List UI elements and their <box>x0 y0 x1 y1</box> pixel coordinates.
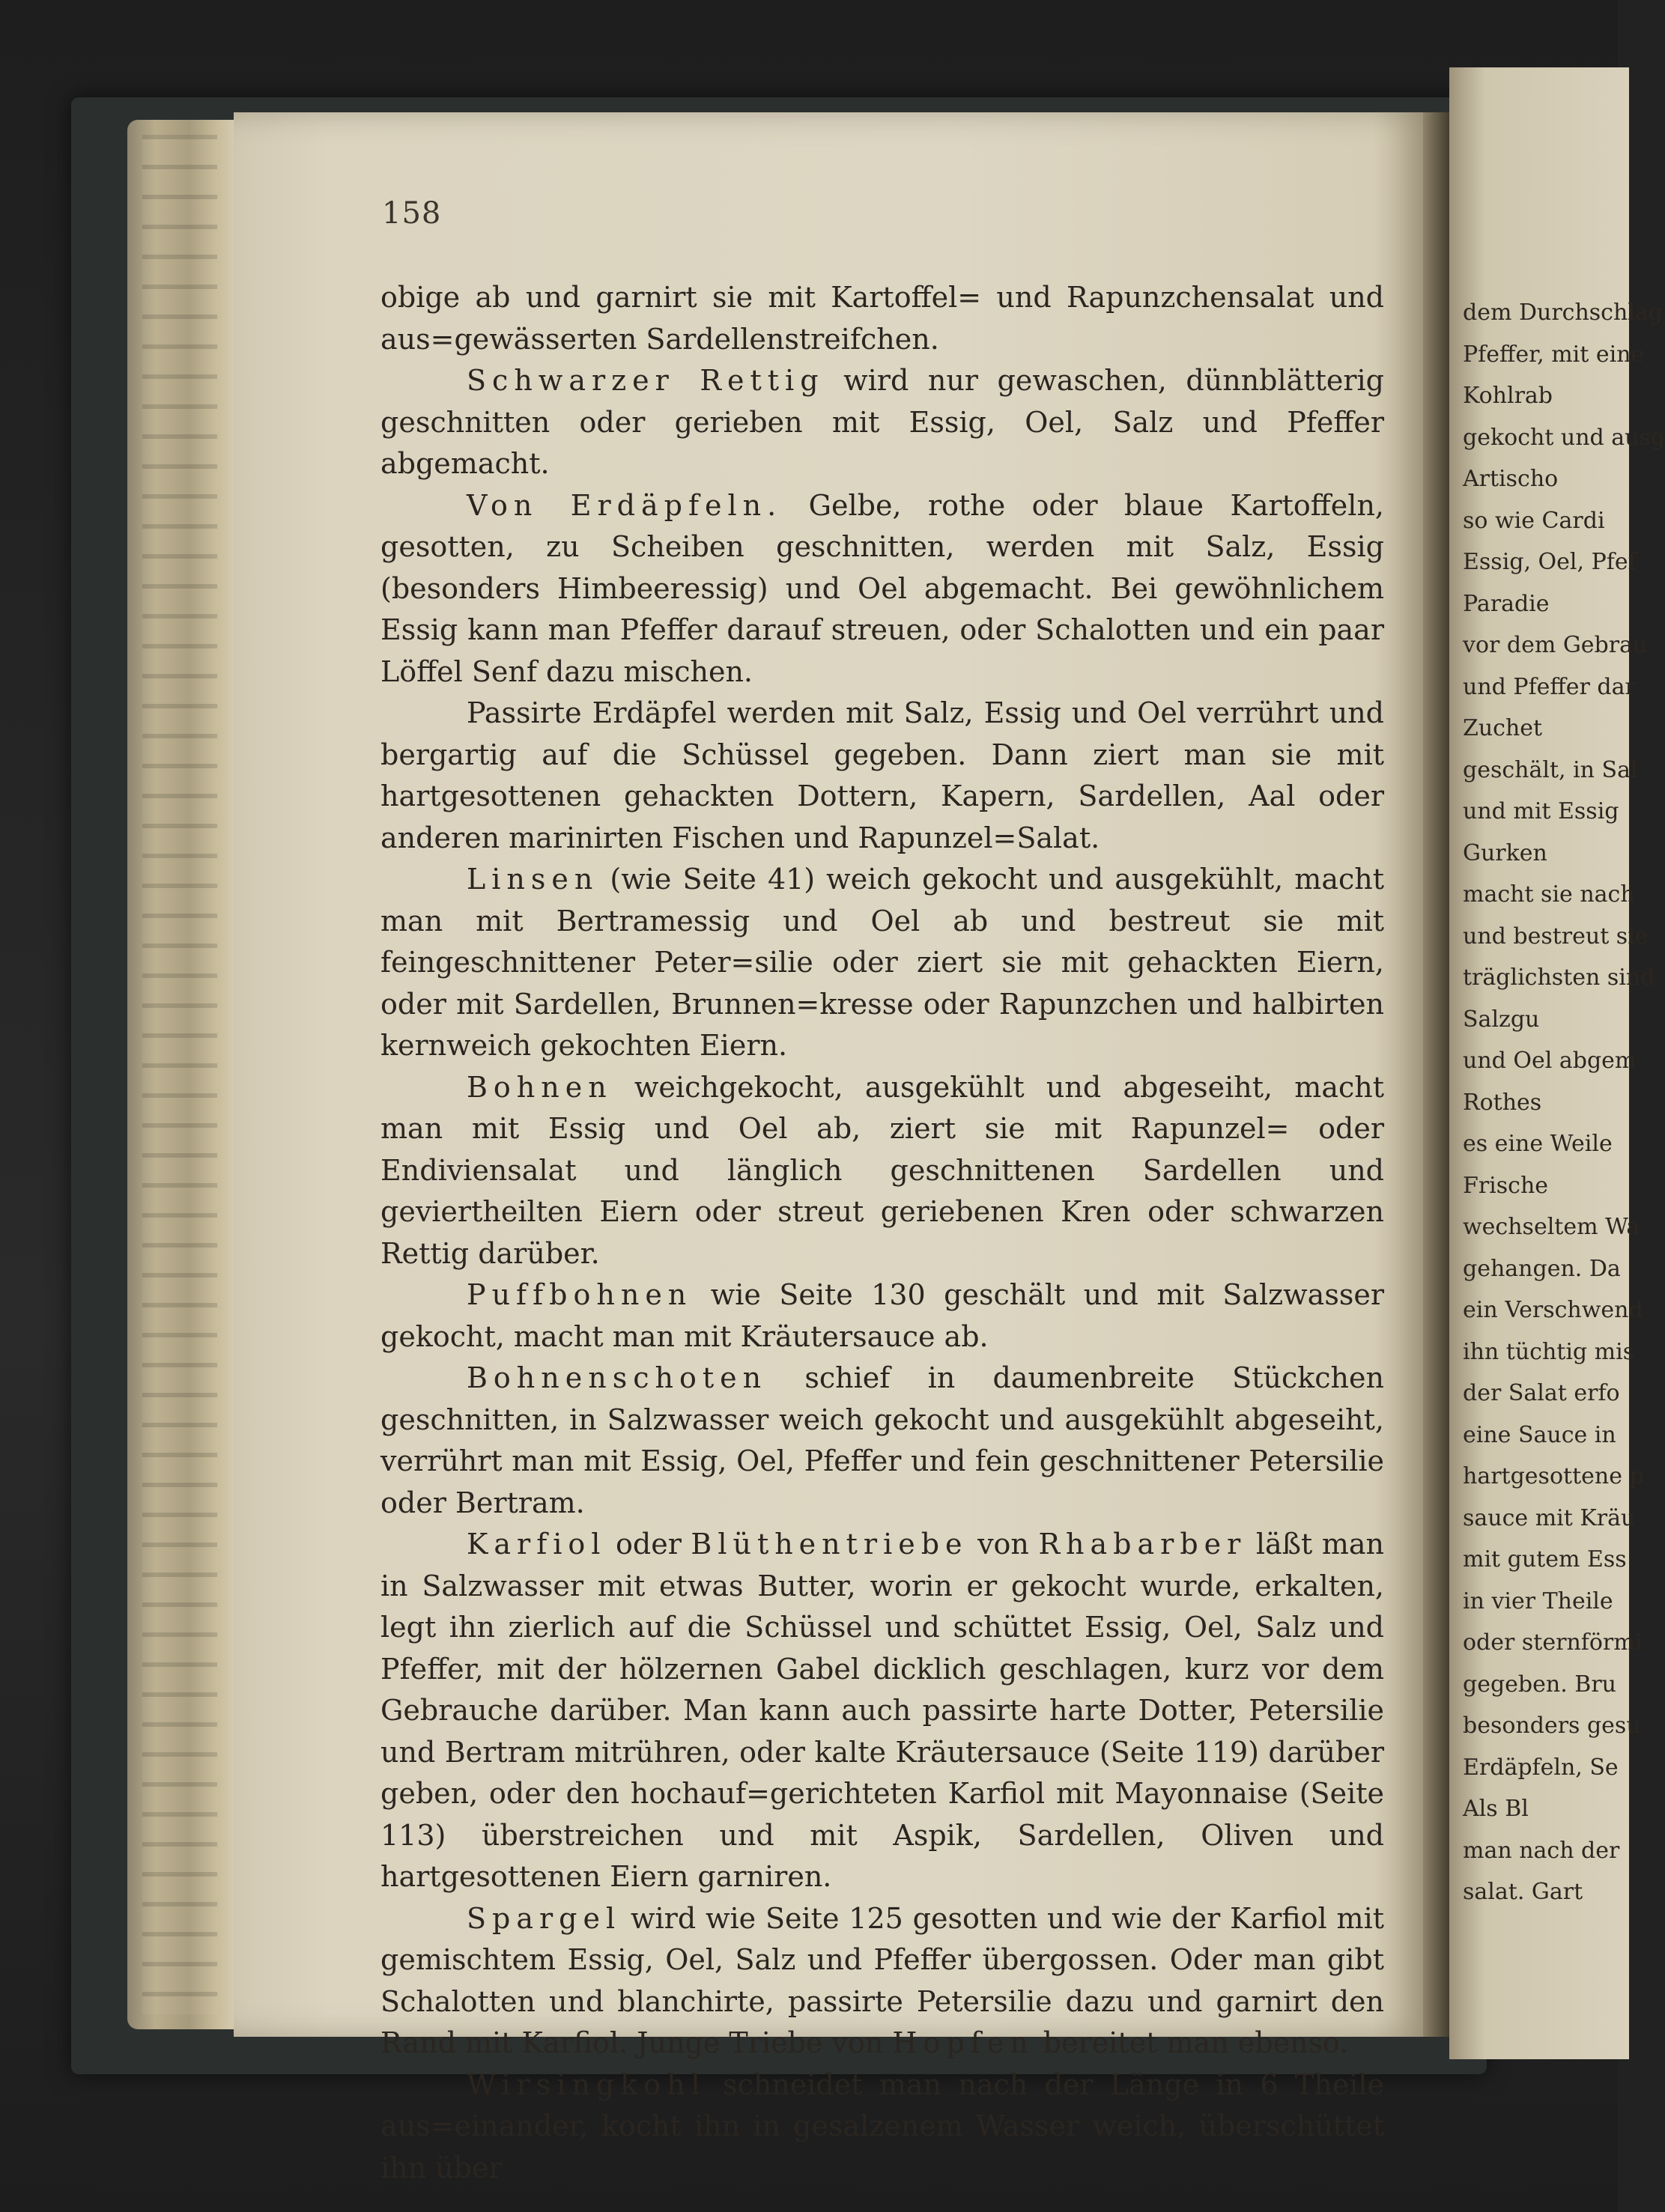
spaced-heading-term: Blüthentriebe <box>691 1528 968 1561</box>
right-page-line: mit gutem Ess <box>1463 1546 1627 1573</box>
right-page-line: vor dem Gebrau <box>1463 632 1648 658</box>
page-number: 158 <box>382 196 442 231</box>
right-page-line: gegeben. Bru <box>1463 1671 1616 1698</box>
paragraph-text: von <box>968 1528 1039 1561</box>
right-page-line: Pfeffer, mit eine <box>1463 341 1645 368</box>
right-page-line: Erdäpfeln, Se <box>1463 1754 1619 1781</box>
paragraph <box>380 277 1384 360</box>
paragraph <box>380 1358 1384 1524</box>
right-page-line: oder sternförmi <box>1463 1629 1643 1656</box>
right-page-line: besonders gesu <box>1463 1713 1641 1739</box>
spaced-heading-term: Bohnenschoten <box>467 1361 768 1394</box>
right-page-line: Frische <box>1463 1172 1549 1199</box>
right-page-line: Zuchet <box>1463 715 1543 741</box>
right-page-line: Paradie <box>1463 590 1550 617</box>
right-page-line: eine Sauce in <box>1463 1421 1616 1448</box>
right-page-line: salat. Gart <box>1463 1879 1583 1905</box>
paragraph-text: Gelbe, rothe oder blaue Kartoffeln, gesotten, zu Scheiben geschnitten, werden mit Salz, Essig (besonders Himbeeressig) und Oel abgemacht. Bei gewöhnlichem Essig kann man Pfeffer darauf streuen, oder Schalotten und ein paar Löffel Senf dazu mischen. <box>380 488 1384 688</box>
right-page <box>1449 67 1665 2059</box>
right-page-line: Artischo <box>1463 466 1559 492</box>
spaced-heading-term: Wirsingkohl <box>467 2067 706 2101</box>
right-page-line: geschält, in Sal <box>1463 756 1638 783</box>
paragraph <box>380 1898 1384 2064</box>
paragraph <box>380 360 1384 485</box>
right-page-line: Als Bl <box>1463 1796 1529 1822</box>
spaced-heading-term: Linsen <box>467 863 599 896</box>
right-page-line: und mit Essig <box>1463 798 1619 824</box>
left-page-text <box>380 277 1384 2189</box>
book-gutter <box>1423 112 1453 2037</box>
marbled-edge <box>142 135 217 2014</box>
paragraph <box>380 1274 1384 1358</box>
paragraph-text: wird wie Seite 125 gesotten und wie der Karfiol mit gemischtem Essig, Oel, Salz und Pfeffer übergossen. Oder man gibt Schalotten und blanchirte, passirte Petersilie dazu und garnirt den Rand mit Karfiol. Junge Triebe von <box>380 1901 1384 2059</box>
right-page-line: hartgesottene p <box>1463 1463 1644 1489</box>
spaced-heading-term: Rhabarber <box>1038 1528 1247 1561</box>
right-page-line: ein Verschwend <box>1463 1297 1643 1323</box>
right-page-line: Salzgu <box>1463 1006 1540 1033</box>
right-page-line: dem Durchschlag <box>1463 300 1663 326</box>
spaced-heading-term: Karfiol <box>467 1528 607 1561</box>
paragraph <box>380 859 1384 1067</box>
right-page-line: gekocht und ausg <box>1463 424 1665 451</box>
paragraph-text: wird nur gewaschen, dünnblätterig geschnitten oder gerieben mit Essig, Oel, Salz und Pfeffer abgemacht. <box>380 364 1384 480</box>
right-page-line: träglichsten sind <box>1463 964 1655 991</box>
right-page-line: man nach der <box>1463 1837 1620 1864</box>
paragraph-text: obige ab und garnirt sie mit Kartoffel= und Rapunzchensalat und aus=gewässerten Sardellenstreifchen. <box>380 281 1384 356</box>
paragraph-text: (wie Seite 41) weich gekocht und ausgekühlt, macht man mit Bertramessig und Oel ab und bestreut sie mit feingeschnittener Peter=silie oder ziert sie mit gehackten Eiern, oder mit Sardellen, Brunnen=kresse oder Rapunzchen und halbirten kernweich gekochten Eiern. <box>380 863 1384 1062</box>
right-page-line: so wie Cardi <box>1463 507 1605 534</box>
paragraph <box>380 1067 1384 1275</box>
right-page-line: macht sie nach <box>1463 881 1635 908</box>
right-page-line: es eine Weile <box>1463 1131 1613 1157</box>
right-page-line: wechseltem Wa <box>1463 1214 1640 1240</box>
paragraph-text: Passirte Erdäpfel werden mit Salz, Essig und Oel verrührt und bergartig auf die Schüssel gegeben. Dann ziert man sie mit hartgesottenen gehackten Dottern, Kapern, Sardellen, Aal oder anderen marinirten Fischen und Rapunzel=Salat. <box>380 696 1384 854</box>
right-page-line: Essig, Oel, Pfef <box>1463 549 1637 575</box>
right-page-line: der Salat erfo <box>1463 1380 1620 1406</box>
paragraph-text: bereitet man ebenso. <box>1034 2026 1349 2059</box>
right-page-line: Rothes <box>1463 1089 1542 1116</box>
spaced-heading-term: Bohnen <box>467 1070 613 1104</box>
right-page-line: ihn tüchtig mis <box>1463 1338 1635 1365</box>
right-page-line: Gurken <box>1463 839 1547 866</box>
paragraph <box>380 1524 1384 1898</box>
right-page-line: sauce mit Kräu <box>1463 1504 1636 1531</box>
spaced-heading-term: Schwarzer Rettig <box>467 364 825 397</box>
right-page-line: Kohlrab <box>1463 383 1553 409</box>
right-page-text <box>1463 292 1665 1913</box>
spaced-heading-term: Hopfen <box>892 2026 1034 2059</box>
right-page-line: gehangen. Da <box>1463 1255 1621 1282</box>
paragraph-text: schief in daumenbreite Stückchen geschnitten, in Salzwasser weich gekocht und ausgekühlt abgeseiht, verrührt man mit Essig, Oel, Pfeffer und fein geschnittener Petersilie oder Bertram. <box>380 1361 1384 1519</box>
paragraph-text: wie Seite 130 geschält und mit Salzwasser gekocht, macht man mit Kräutersauce ab. <box>380 1278 1384 1353</box>
paragraph-text: weichgekocht, ausgekühlt und abgeseiht, macht man mit Essig und Oel ab, ziert sie mit Rapunzel= oder Endiviensalat und länglich geschnittenen Sardellen und geviertheilten Eiern oder streut geriebenen Kren oder schwarzen Rettig darüber. <box>380 1070 1384 1270</box>
paragraph <box>380 485 1384 693</box>
paragraph-text: oder <box>606 1528 691 1561</box>
spaced-heading-term: Puffbohnen <box>467 1278 693 1311</box>
right-page-line: in vier Theile <box>1463 1587 1613 1614</box>
paragraph <box>380 2064 1384 2190</box>
paragraph <box>380 693 1384 859</box>
right-page-line: und Pfeffer dar <box>1463 673 1636 700</box>
paragraph-text: schneidet man nach der Länge in 6 Theile aus=einander, kocht ihn in gesalzenem Wasser weich, überschüttet ihn über <box>380 2067 1384 2184</box>
paragraph-text: läßt man in Salzwasser mit etwas Butter, worin er gekocht wurde, erkalten, legt ihn zierlich auf die Schüssel und schüttet Essig, Oel, Salz und Pfeffer, mit der hölzernen Gabel dicklich geschlagen, kurz vor dem Gebrauche darüber. Man kann auch passirte harte Dotter, Petersilie und Bertram mitrühren, oder kalte Kräutersauce (Seite 119) darüber geben, oder den hochauf=gerichteten Karfiol mit Mayonnaise (Seite 113) überstreichen und mit Aspik, Sardellen, Oliven und hartgesottenen Eiern garniren. <box>380 1528 1384 1893</box>
spaced-heading-term: Von Erdäpfeln. <box>467 488 783 522</box>
right-page-line: und Oel abgem <box>1463 1048 1637 1074</box>
right-page-line: und bestreut sie <box>1463 923 1649 949</box>
spaced-heading-term: Spargel <box>467 1901 622 1935</box>
